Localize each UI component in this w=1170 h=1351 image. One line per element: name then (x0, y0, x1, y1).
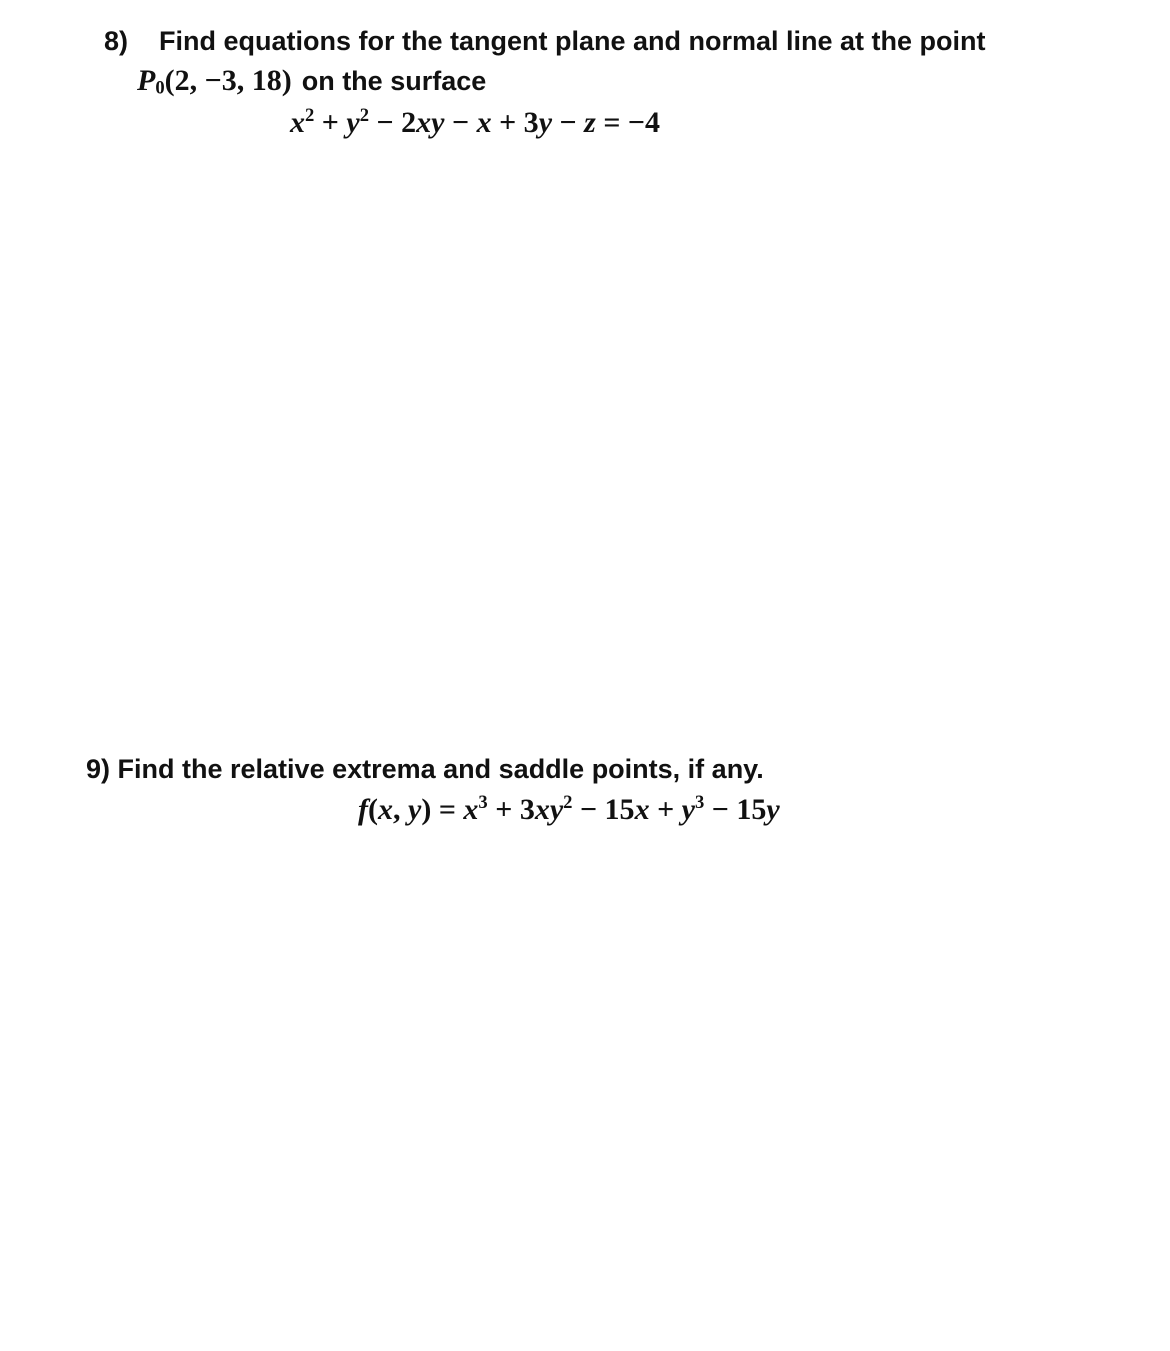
eq9-term-y: y (681, 793, 695, 826)
eq9-exp: 3 (478, 791, 488, 813)
eq8-term-y: y (538, 106, 553, 139)
eq8-term-x: x (290, 106, 305, 139)
question-9-prompt: Find the relative extrema and saddle points, if any. (117, 754, 764, 784)
eq9-op: − 15 (572, 793, 635, 826)
eq9-arg-y: y (408, 793, 422, 826)
eq9-comma: , (393, 793, 408, 826)
point-expression (137, 64, 292, 97)
question-8-number: 8) (104, 26, 129, 56)
question-8-header (104, 28, 986, 55)
eq9-paren-equals: ) = (421, 793, 464, 826)
question-9-function-equation (358, 791, 780, 826)
eq8-rhs: = −4 (595, 106, 661, 139)
eq8-op: − (552, 106, 585, 139)
eq9-arg-x: x (378, 793, 393, 826)
eq9-op: + (649, 793, 682, 826)
eq9-op: + 3 (487, 793, 535, 826)
point-suffix: on the surface (301, 66, 487, 96)
question-9-header (86, 756, 764, 783)
eq9-term-x: x (634, 793, 650, 826)
question-8-point-line (137, 64, 487, 99)
point-label: P (137, 64, 156, 97)
eq8-op: + (314, 106, 347, 139)
eq8-term-x: x (476, 106, 492, 139)
question-8-surface-equation (290, 104, 661, 139)
eq8-op: − (444, 106, 477, 139)
eq9-term-y: y (766, 793, 780, 826)
eq8-op: − 2 (369, 106, 417, 139)
question-8-prompt: Find equations for the tangent plane and normal line at the point (159, 26, 986, 56)
eq8-exp-x: 2 (305, 104, 315, 126)
eq9-paren: ( (368, 793, 378, 826)
eq8-term-y: y (346, 106, 360, 139)
eq9-function-name: f (358, 793, 368, 826)
point-subscript: 0 (155, 77, 165, 99)
point-coordinates: (2, −3, 18) (164, 64, 292, 97)
eq9-op: − 15 (704, 793, 767, 826)
eq9-exp: 3 (695, 791, 705, 813)
eq9-term-x: x (463, 793, 479, 826)
question-9-number: 9) (86, 754, 111, 784)
eq8-op: + 3 (491, 106, 539, 139)
eq8-term-z: z (584, 106, 596, 139)
eq9-exp: 2 (563, 791, 573, 813)
eq8-exp-y: 2 (359, 104, 370, 126)
eq8-term-xy: xy (416, 106, 445, 139)
eq9-term-xy: xy (534, 793, 564, 826)
